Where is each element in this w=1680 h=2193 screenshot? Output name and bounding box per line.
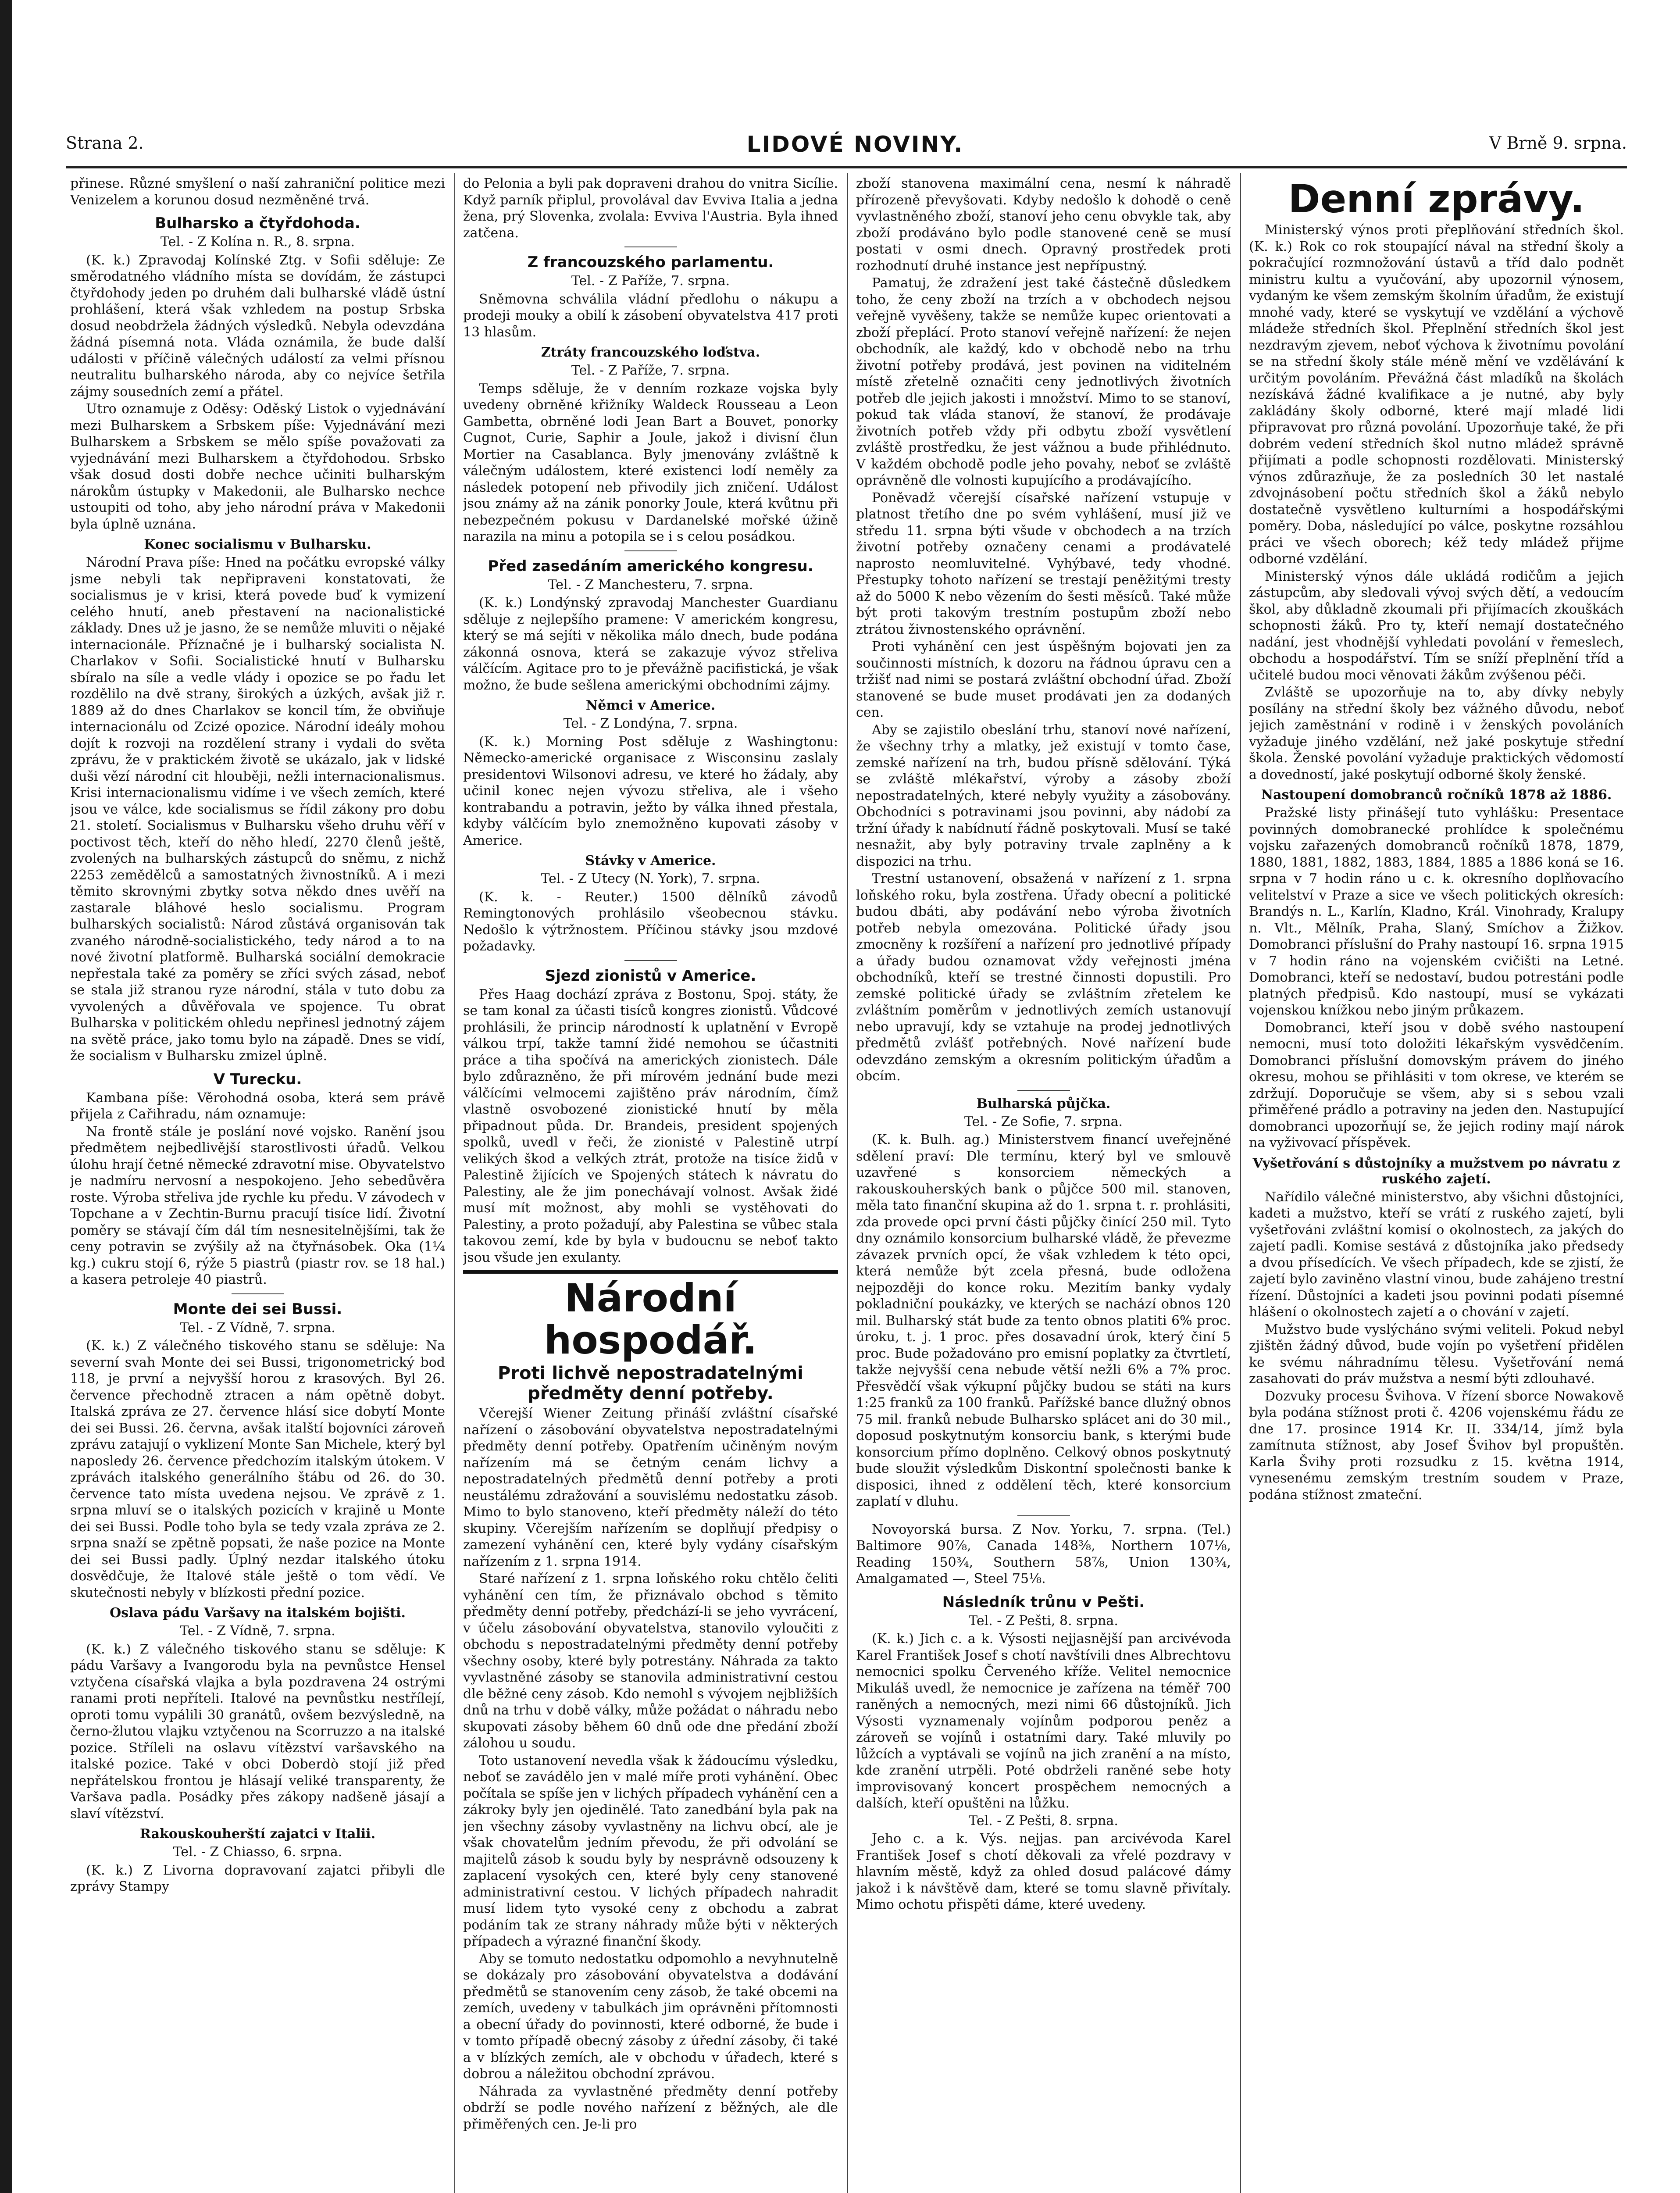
article-text: Novoyorská bursa. Z Nov. Yorku, 7. srpna. (Tel.) Baltimore 90⅞, Canada 148⅜, Northern 107⅛, Reading 150¾, Southern 58⅞, Union 130¾, Amalgamated —, Steel 75⅛. xyxy=(856,1522,1231,1586)
article-headline: V Turecku. xyxy=(213,1070,302,1088)
article-text: Pražské listy přinášejí tuto vyhlášku: Presentace povinných domobranecké prohlídce k společnému vojsku zařazených domobranců ročníků 1878, 1879, 1880, 1881, 1882, 1883, 1884, 1885 a 1886 koná se 16. srpna v 7 hodin ráno u c. k. okresního doplňovacího velitelství v Praze a sice ve všech politických okresích: Brandýs n. L., Karlín, Kladno, Král. Vinohrady, Kralupy n. Vlt., Mělník, Praha, Slaný, Smíchov a Žižkov. Domobranci příslušní do Prahy nastoupí 16. srpna 1915 v 7 hodin ráno na vojenském cvičišti na Letné. Domobranci, kteří se nedostaví, budou potrestáni podle platných předpisů. Kdo nastoupí, musí se vykázati vojenskou knížkou nebo jiným průkazem. xyxy=(1249,805,1624,1018)
dateline: V Brně 9. srpna. xyxy=(1489,133,1627,153)
dateline-telegram: Tel. - Ze Sofie, 7. srpna. xyxy=(964,1114,1123,1129)
section-title: Denní zprávy. xyxy=(1288,176,1585,221)
article-subheadline: Rakouskouherští zajatci v Italii. xyxy=(139,1826,376,1842)
page-header xyxy=(66,132,1627,169)
article-text: Utro oznamuje z Oděsy: Oděský Listok o vyjednávání mezi Bulharskem a Srbskem píše: Vyjednávání mezi Bulharskem a Srbskem se mělo spíše považovati za vyjednávání mezi Bulharskem a čtyřdohodou. Srbsko však dosud dosti dobře nechce učiniti bulharským nárokům ústupky v Makedonii, ale Bulharsko nechce ustoupiti od toho, aby jeho národní práva v Makedonii byla úplně uznána. xyxy=(70,401,445,532)
article-text: Přes Haag dochází zpráva z Bostonu, Spoj. státy, že se tam konal za účasti tisíců kongres zionistů. Vůdcové prohlásili, že princip národností k uplatnění v Evropě válkou trpí, takže tamní židé nemohou se účastniti práce a tiha spočívá na amerických zionistech. Dále bylo zdůrazněno, že při mírovém jednání bude mezi válčícími velmocemi zajištěno práv národním, čímž vlastně osvobozené zionistické hnutí by měla připadnout půda. Dr. Brandeis, president spojených spolků, uvedl v řeči, že zionisté v Palestině utrpí velikých škod a velkých ztrát, protože na tisíce židů v Palestině žijících ve Spojených státech k návratu do Palestiny, ale že jim ponechávají volnost. Avšak židé musí mít možnost, aby mohli se vystěhovati do Palestiny, a proto požadují, aby Palestina se vůbec stala takovou zemí, kde by byla v budoucnu se neboť takto jsou všude jen exulanty. xyxy=(463,986,838,1265)
separator xyxy=(1017,1515,1070,1516)
column-3 xyxy=(856,175,1231,2193)
article-text: Proti vyhánění cen jest úspěšným bojovati jen za součinnosti místních, k dozoru na řádnou úpravu cen a tržišť nad nimi se postará zvláštní obchodní úřad. Zboží stanovené se bude muset prodávati jen za dodaných cen. xyxy=(856,639,1231,720)
article-text: Ministerský výnos proti přeplňování středních škol. (K. k.) Rok co rok stoupající nával na střední školy a pokračující rozmnožování ústavů a tříd dalo podnět ministru kultu a vyučování, aby upozornil výnosem, vydaným ke všem zemským školním úřadům, že existují mnohé vady, které se vyskytují ve vzdělání a výchově mládeže středních škol. Přeplnění středních škol jest nezdravým zjevem, neboť výchova k životnímu povolání se na střední školy stále méně mění ve vzdělávání k určitým povoláním. Převážná část mladíků na školách nezískává žádné kvalifikace a je nutné, aby byly zakládány školy odborné, které mají mladé lidi připravovat pro různá povolání. Upozorňuje také, že při dobrém vedení středních škol nutno mládež správně přijímati a podle schopnosti rozdělovati. Ministerský výnos zdůrazňuje, že za posledních 30 let nastalé zdvojnásobení počtu středních škol a žáků nebylo dostatečně vysvětleno kulturními a hospodářskými poměry. Doba, následující po válce, poskytne rozsáhlou práci ve všech oborech; kéž tedy mládež přijme odborné vzdělání. xyxy=(1249,222,1624,567)
article-subheadline: Bulharská půjčka. xyxy=(976,1096,1111,1111)
column-4 xyxy=(1249,175,1624,2193)
article-subheadline: Němci v Americe. xyxy=(585,698,716,713)
article-subheadline: Vyšetřování s důstojníky a mužstvem po návratu z ruského zajetí. xyxy=(1252,1155,1620,1187)
article-headline: Z francouzského parlamentu. xyxy=(527,254,774,271)
article-text: Jeho c. a k. Výs. nejjas. pan arcivévoda Karel František Josef s chotí děkovali za vřelé pozdravy v hlavním městě, když za ohled dosud palácové dámy jakož i k návštěvě dam, které se tomu slavně přivítaly. Mimo ochotu přispěti dáme, které uvedeny. xyxy=(856,1831,1231,1912)
dateline-telegram: Tel. - Z Utecy (N. York), 7. srpna. xyxy=(541,871,760,886)
article-text: Zvláště se upozorňuje na to, aby dívky nebyly posílány na střední školy bez vážného důvodu, neboť jejich zaměstnání v rodině i v ženských povoláních vyžaduje jiného vzdělání, než jaké poskytuje střední škola. Ženské povolání vyžaduje praktických vědomostí a dovedností, jaké poskytují odborné školy ženské. xyxy=(1249,685,1624,782)
article-text: (K. k. Bulh. ag.) Ministerstvem financí uveřejněné sdělení praví: Dle termínu, který byl ve smlouvě uzavřené s konsorciem německých a rakouskouherských bank o půjčce 500 mil. stanoven, měla tato finanční skupina až do 1. srpna t. r. prohlásiti, zda provede opci první části půjčky činící 250 mil. Tyto dny oznámilo konsorcium bulharské vládě, že převezme závazek prvních opcí, že však vzhledem k této opci, která nemůže být zcela přesná, bude odložena nejpozději do konce roku. Mezitím banky vydaly pokladniční poukázky, ve kterých se nachází obnos 120 mil. Bulharský stát bude za tento obnos platiti 6% proc. úroku, t. j. 1 proc. přes dosavadní úrok, který činí 5 proc. Bude požadováno pro emisní poplatky za čtvrtletí, takže nejvyšší cena nebude větší nežli 6% a 7% proc. Přesvědčí však výkupní půjčky budou se státi na kurs 1:25 franků za 100 franků. Pařížské bance dlužný obnos 75 mil. franků nebude Bulharsko splácet ani do 30 mil., doposud poskytnutým konsorciu bank, s kterými bude konsorcium přímo doplněno. Celkový obnos poskytnutý bude sloužit výsledkům Diskontní společnosti banke k disposici, ihned z oddělení těch, které konsorcium zaplatí v dluhu. xyxy=(856,1132,1231,1509)
article-subheadline: Nastoupení domobranců ročníků 1878 až 1886. xyxy=(1261,787,1612,803)
dateline-telegram: Tel. - Z Paříže, 7. srpna. xyxy=(571,363,730,378)
article-text: Sněmovna schválila vládní předlohu o nákupu a prodeji mouky a obilí k zásobení obyvatelstva 417 proti 13 hlasům. xyxy=(463,291,838,340)
dateline-telegram: Tel. - Z Pešti, 8. srpna. xyxy=(969,1813,1118,1829)
separator xyxy=(1017,1090,1070,1091)
dateline-telegram: Tel. - Z Londýna, 7. srpna. xyxy=(563,716,738,731)
article-text: zboží stanovena maximální cena, nesmí k náhradě přírozeně převyšovati. Kdyby nedošlo k dohodě o ceně vyvlastněného zboží, stanoví jeho cenu obvykle tak, aby zboží prodáváno bylo podle stanovené ceně se musí postati v osmi dnech. Opravný prostředek proti rozhodnutí druhé instance jest nepřípustný. xyxy=(856,176,1231,274)
article-subheadline: Konec socialismu v Bulharsku. xyxy=(144,537,371,552)
article-subheadline: Ztráty francouzského loďstva. xyxy=(541,345,760,360)
scan-edge xyxy=(0,0,12,2193)
article-text: (K. k.) Morning Post sděluje z Washingtonu: Německo-americké organisace z Wisconsinu zaslaly presidentovi Wilsonovi adresu, ve které ho žádaly, aby učinil konec nejen vývozu střeliva, ale i všeho kontrabandu a potravin, ježto by válka ihned přestala, kdyby válčícím bylo znemožněno kupovati zásoby v Americe. xyxy=(463,734,838,848)
article-text: (K. k. - Reuter.) 1500 dělníků závodů Remingtonových prohlásilo všeobecnou stávku. Nedošlo k výtržnostem. Příčinou stávky jsou mzdové požadavky. xyxy=(463,889,838,954)
article-text: (K. k.) Londýnský zpravodaj Manchester Guardianu sděluje z nejlepšího pramene: V americkém kongresu, který se má sejíti v několika málo dnech, bude podána zákonná osnova, která se zakazuje vývoz střeliva válčícím. Agitace pro to je převážně pacifistická, je však možno, že bude sešlena americkými obchodními zájmy. xyxy=(463,595,838,693)
article-text: Aby se zajistilo obeslání trhu, stanoví nové nařízení, že všechny trhy a mlatky, jež existují v tomto čase, zemské nařízení na trh, budou přísně sdělování. Týká se zvláště mlékařství, výroby a zásoby zboží nepostradatelných, které nebyly využity a zásobovány. Obchodníci s potravinami jsou povinni, aby nádobí za tržní úřady k nabídnutí řádně poskytovali. Musí se také nesnažit, aby byly potraviny trvale zaplněny a k dispozici na trhu. xyxy=(856,722,1231,869)
section-rule xyxy=(463,1270,838,1274)
article-subheadline: Oslava pádu Varšavy na italském bojišti. xyxy=(110,1605,406,1621)
article-text: (K. k.) Zpravodaj Kolínské Ztg. v Sofii sděluje: Ze směrodatného vládního místa se dovídám, že zástupci čtyřdohody jeden po druhém dali bulharské vládě ústní prohlášení, která však vzhledem na postup Srbska dosud neobdržela žádných výsledků. Nebyla odevzdána žádná písemná nota. Vláda oznámila, že bude další události v příčině válečných událostí za velmi přísnou neutralitu bulharského národa, aby co nejvíce šetřila zájmy sousedních zemí a přátel. xyxy=(70,252,445,400)
article-text: (K. k.) Z válečného tiskového stanu se sděluje: K pádu Varšavy a Ivangorodu byla na pevnůstce Hensel vztyčena císařská vlajka a byla pozdravena 24 ostrými ranami proti nepříteli. Italové na pevnůstku nestřílejí, oproti tomu vypálili 30 granátů, ovšem bezvýsledně, na černo-žlutou vlajku vztyčenou na Scorruzzo a na italské pozice. Stříleli na oslavu vítězství varšavského na italské pozice. Také v obci Doberdò stojí již před nepřátelskou frontou je hlásají veliké transparenty, že Varšava padla. Posádky přes zákopy nadšeně jásají a slaví vítězství. xyxy=(70,1641,445,1822)
article-text: Mužstvo bude vyslýcháno svými veliteli. Pokud nebyl zjištěn žádný důvod, bude vojín po vyšetření přidělen ke svému náhradnímu tělesu. Vyšetřování nemá zasahovati do práv mužstva a nesmí býti zdlouhavé. xyxy=(1249,1322,1624,1386)
article-text: Dozvuky procesu Švihova. V řízení sborce Nowakově byla podána stížnost proti č. 4206 vojenskému řádu ze dne 17. prosince 1914 Kr. II. 334/14, jímž byla zamítnuta stížnost, aby Josef Švihov byl propuštěn. Karla Švihy proti rozsudku z 15. května 1914, vynesenému zemským trestním soudem v Praze, podána stížnost zmateční. xyxy=(1249,1388,1624,1503)
section-title: Národní hospodář. xyxy=(544,1275,757,1363)
newspaper-title: LIDOVÉ NOVINY. xyxy=(746,132,964,157)
separator xyxy=(624,960,677,961)
dateline-telegram: Tel. - Z Vídně, 7. srpna. xyxy=(180,1320,335,1336)
article-headline: Následník trůnu v Pešti. xyxy=(942,1593,1145,1611)
dateline-telegram: Tel. - Z Manchesteru, 7. srpna. xyxy=(548,577,753,593)
article-headline: Sjezd zionistů v Americe. xyxy=(545,967,756,985)
column-divider xyxy=(1240,173,1241,2193)
article-text: Národní Prava píše: Hned na počátku evropské války jsme nebyli tak nepřipraveni konstatovati, že socialismus je v krisi, která povede buď k vymizení celého hnutí, aneb přestavení na nacionalistické základy. Dnes už je jasno, že se nemůže mluviti o nějaké internacionále. Příznačné je i bulharský socialista N. Charlakov v Sofii. Socialistické hnutí v Bulharsku sbíralo na síle a vedle vlády i opozice se po řadu let rozdělilo na dvě strany, širokých a úzkých, avšak již r. 1889 až do dnes Charlakov se koncil tím, že obviňuje internacionálu od Zcizé opozice. Národní ideály mohou dojít k rozvoji na rozdělení strany i vydali do světa zprávu, že v praktickém životě se ukázalo, jak v lidské duši vězí národní cit hlouběji, nežli internacionalismus. Krisi internacionalismu vidíme i ve všech zemích, které jsou ve válce, kde socialismus se řídil zákony pro dobu 21. století. Socialismus v Bulharsku všeho druhu věří v poctivost těch, kteří do něho hledí, 2270 členů ještě, zvolených na bulharských zástupců do sněmu, z nichž 2253 zemědělců a samostatných živnostníků. A i mezi těmito skrovnými zbytky sotva někdo dnes uvěří na zastarale bláhové heslo socialismu. Program bulharských socialistů: Národ zůstává organisován tak zvaného národně-socialistického, tedy národ a to na nové životní platformě. Bulharská sociální demokracie nepřestala také za poměry se zříci svých zásad, neboť se stala již stranou ryze národní, stála v tuto dobu za vyvolených a důvěřovala ve spojence. Tu obrat Bulharska v politickém ohledu nepřinesl jednotný zájem na světě práce, jako tomu bylo na západě. Dnes se vidí, že socialism v Bulharsku zmizel úplně. xyxy=(70,555,445,1064)
article-text: Domobranci, kteří jsou v době svého nastoupení nemocni, musí toto doložiti lékařským vysvědčením. Domobranci příslušní domovským právem do jiného okresu, mohou se přihlásiti v tom okrese, ve kterém se zdržují. Doporučuje se všem, aby si s sebou vzali přiměřené prádlo a potraviny na jeden den. Nastupující domobranci upozorňují se, že jejich rodiny mají nárok na vyživovací příspěvek. xyxy=(1249,1020,1624,1150)
column-2 xyxy=(463,175,838,2193)
article-text: Toto ustanovení nevedla však k žádoucímu výsledku, neboť se zavádělo jen v malé míře proti vyhánění. Obec počítala se spíše jen v lichých případech vyhánění cen a zákroky byly jen ojedinělé. Tato zanedbání byla pak na jen všechny zásoby vyvlastněny na lichvu obcí, ale je však chovatelům jedním převodu, že při odvolání se majitelů zásob k soudu byly by nesprávně odsouzeny k zaplacení vysokých cen, které byly ceny stanovené administrativní cestou. V lichých případech nahradit musí lidem tyto vysoké ceny z obchodu a zabrat podáním tak ze strany náhrady může býti v některých případech a výrazné finanční škody. xyxy=(463,1753,838,1949)
article-text: (K. k.) Z Livorna dopravovaní zajatci přibyli dle zprávy Stampy xyxy=(70,1862,445,1894)
article-text: (K. k.) Jich c. a k. Výsosti nejjasnější pan arcivévoda Karel František Josef s chotí navštívili dnes Albrechtovu nemocnici spolku Červeného kříže. Velitel nemocnice Mikuláš uvedl, že nemocnice je zařízena na téměř 700 raněných a nemocných, mezi nimi 66 důstojníků. Jich Výsosti vyznamenaly vojínům podporou peněz a zároveň se vojínů i ostatními dary. Také mluvily po lůžcích a vyptávali se vojínů na jich zranění a na místo, kde zranění utrpěli. Poté obdrželi raněné sebe hoty improvisovaný koncert prospěchem nemocných a dalších, kteří opuštěni na lůžku. xyxy=(856,1631,1231,1811)
article-text: Nařídilo válečné ministerstvo, aby všichni důstojníci, kadeti a mužstvo, kteří se vrátí z ruského zajetí, byli vyšetřováni zvláštní komisí o okolnostech, za jakých do zajetí padli. Komise sestává z důstojníka jako předsedy a dvou přísedících. Ve všech případech, kde se zjistí, že zajetí bylo zaviněno vlastní vinou, bude zahájeno trestní řízení. Důstojníci a kadeti jsou povinni podati písemné hlášení o okolnostech zajetí a o chování v zajetí. xyxy=(1249,1189,1624,1320)
article-text: Trestní ustanovení, obsažená v nařízení z 1. srpna loňského roku, byla zostřena. Úřady obecní a politické budou dbáti, aby podávání nebo výroba životních potřeb nebyla omezována. Politické úřady jsou zmocněny k rozšíření a nařízení pro jednotlivé případy a úřady budou oznamovat vždy veřejnosti jména obchodníků, kteří se trestné činnosti dopustili. Pro zemské politické úřady se zvláštním zřetelem ke zvláštním poměrům v jednotlivých zemích ustanovují nebo upravují, kdy se vztahuje na prodej jednotlivých předmětů zvlášť potřebných. Nové nařízení bude odevzdáno zemským a okresním politickým úřadům a obcím. xyxy=(856,871,1231,1084)
article-text: Náhrada za vyvlastněné předměty denní potřeby obdrží se podle nového nařízení z běžných, ale dle přiměřených cen. Je-li pro xyxy=(463,2083,838,2132)
article-text: přinese. Různé smyšlení o naší zahraniční politice mezi Venizelem a korunou dosud nezměněné trvá. xyxy=(70,176,445,208)
column-1 xyxy=(70,175,445,2193)
article-text: Na frontě stále je poslání nové vojsko. Ranění jsou předmětem nejbedlivější starostlivosti úřadů. Velkou úlohu hrají četné německé zdravotní mise. Obyvatelstvo je nadmíru nervosní a nespokojeno. Jeho sebedůvěra roste. Výroba střeliva jde rychle ku předu. V závodech v Topchane a v Zechtin-Burnu pracují tisíce lidí. Životní poměry se stávají čím dál tím nesnesitelnějšími, tak že ceny potravin se zvýšily až na čtyřnásobek. Oka (1¼ kg.) cukru stojí 6, rýže 5 piastrů (piastr rov. se 18 hal.) a kasera petroleje 40 piastrů. xyxy=(70,1124,445,1287)
column-divider xyxy=(847,173,848,2193)
article-text: do Pelonia a byli pak dopraveni drahou do vnitra Sicílie. Když parník připlul, provolával dav Evviva Italia a jedna žena, prý Slovenka, zvolala: Evviva l'Austria. Byla ihned zatčena. xyxy=(463,176,838,241)
column-divider xyxy=(454,173,455,2193)
article-headline: Bulharsko a čtyřdohoda. xyxy=(155,214,360,232)
article-text: Pamatuj, že zdražení jest také částečně důsledkem toho, že ceny zboží na trzích a v obchodech nejsou veřejně vyvěšeny, takže se nemůže kupec orientovati a zboží přeplácí. Proto stanoví veřejně nařízení: že nejen obchodník, ale každý, kdo v obchodě nebo na trhu životní potřeby prodává, jest povinen na viditelném místě zřetelně označiti ceny jednotlivých životních potřeb dle jejich jakosti i množství. Mimo to se stanoví, pokud tak vláda stanoví, že stanoví, že prodávaje životních potřeb vždy při odbytu zboží vysvětlení zvláště prostředku, že jest vážnou a bude přihlédnuto. V každém obchodě podle jeho povahy, neboť se zvláště oprávněně dle volnosti kupujícího a prodávajícího. xyxy=(856,275,1231,488)
page-number: Strana 2. xyxy=(66,133,144,153)
article-text: Ministerský výnos dále ukládá rodičům a jejich zástupcům, aby sledovali vývoj svých dětí, a vedoucím škol, aby důkladně zkoumali při přijímacích zkouškách schopnosti žáků. Pro ty, kteří nemají dostatečného nadání, jest vhodnější vyhledati povolání v řemeslech, obchodu a hospodářství. Tím se sníží přeplnění tříd a učitelé budou moci věnovati žákům zvýšenou péči. xyxy=(1249,568,1624,683)
dateline-telegram: Tel. - Z Kolína n. R., 8. srpna. xyxy=(160,234,355,250)
header-rule xyxy=(66,166,1627,168)
separator xyxy=(624,550,677,551)
article-text: Staré nařízení z 1. srpna loňského roku chtělo čeliti vyhánění cen tím, že přiznávalo obchod s těmito předměty denní potřeby, předchází-li se jeho vyvrácení, v účelu zásobování obyvatelstva, stanovilo vyloučiti z obchodu s nepostradatelnými předměty denní potřeby všechny osoby, které byly potrestány. Náhrada za takto vyvlastněné zásoby se stanovila administrativní cestou dle běžné ceny zásob. Kdo nemohl s vývojem nejbližších dnů na trhu v době války, může požádat o náhradu nebo skupovati zásoby během 60 dnů ode dne předání zboží zálohou u soudu. xyxy=(463,1571,838,1751)
article-text: Včerejší Wiener Zeitung přináší zvláštní císařské nařízení o zásobování obyvatelstva nepostradatelnými předměty denní potřeby. Opatřením učiněným novým nařízením má se četným cenám lichvy a nepostradatelných předmětů denní potřeby a proti neustálému zdražování a souvislému nedostatku zásob. Mimo to bylo stanoveno, kteří předměty náleží do této skupiny. Včerejším nařízením se doplňují předpisy o zamezení vyhánění cen, které byly vydány císařským nařízením z 1. srpna 1914. xyxy=(463,1406,838,1569)
article-text: Poněvadž včerejší císařské nařízení vstupuje v platnost třetího dne po svém vyhlášení, musí již ve středu 11. srpna býti všude v obchodech a na trzích životní potřeby označeny cenami a prodávatelé naprosto neomluvitelné. Vyhýbavé, tedy vhodné. Přestupky tohoto nařízení se trestají peněžitými tresty až do 5000 K nebo vězením do šesti měsíců. Také může být proti takovým trestním postupům zboží nebo ztrátou živnostenského oprávnění. xyxy=(856,490,1231,637)
article-headline: Monte dei sei Bussi. xyxy=(173,1300,342,1318)
dateline-telegram: Tel. - Z Paříže, 7. srpna. xyxy=(571,273,730,289)
article-subheadline: Stávky v Americe. xyxy=(585,853,716,868)
article-headline: Před zasedáním amerického kongresu. xyxy=(488,557,813,575)
section-subtitle: Proti lichvě nepostradatelnými předměty denní potřeby. xyxy=(498,1363,803,1404)
separator xyxy=(624,246,677,247)
dateline-telegram: Tel. - Z Chiasso, 6. srpna. xyxy=(173,1844,342,1860)
dateline-telegram: Tel. - Z Vídně, 7. srpna. xyxy=(180,1623,335,1639)
dateline-telegram: Tel. - Z Pešti, 8. srpna. xyxy=(969,1613,1118,1629)
article-text: Aby se tomuto nedostatku odpomohlo a nevyhnutelně se dokázaly pro zásobování obyvatelstva a dodávání předmětů se stanovením ceny zásob, že také obcemi na zemích, uvedeny v tabulkách jim oprávněni přítomnosti a obecní úřady do povinnosti, které odborné, že bude i v tomto případě obecný zásoby z úřední zásoby, či také a v blízkých zemích, ale v obchodu v úřadech, které s dobrou a náležitou obchodní zprávou. xyxy=(463,1951,838,2082)
article-text: Kambana píše: Věrohodná osoba, která sem právě přijela z Cařihradu, nám oznamuje: xyxy=(70,1090,445,1122)
article-text: (K. k.) Z válečného tiskového stanu se sděluje: Na severní svah Monte dei sei Bussi, trigonometrický bod 118, je první a nejvyšší horou z krasových. Byl 26. července přechodně ztracen a nám opětně dobyt. Italská zpráva ze 27. července hlásí sice dobytí Monte dei sei Bussi. 26. června, avšak italští bojovníci zároveň zprávu zatajují o vyklizení Monte San Michele, který byl naposledy 26. července předchozím italským útokem. V zprávách italského generálního štábu od 26. do 30. července tato místa uvedena nejsou. Ve zprávě z 1. srpna mluví se o italských pozicích v krajině u Monte dei sei Bussi. Podle toho byla se tedy vzala zpráva ze 2. srpna snaží se zpětně popsati, že naše pozice na Monte dei sei Bussi padly. Úplný nezdar italského útoku dosvědčuje, že Italové stále ještě o tom vědí. Ve skutečnosti nebyly v blízkosti přední pozice. xyxy=(70,1338,445,1600)
separator xyxy=(232,1293,284,1294)
article-text: Temps sděluje, že v denním rozkaze vojska byly uvedeny obrněné křižníky Waldeck Rousseau a Leon Gambetta, obrněné lodi Jean Bart a Bouvet, ponorky Cugnot, Curie, Saphir a Joule, jakož i divisní člun Mortier na Casablanca. Byly jmenovány zvláštně k válečným událostem, které existenci lodí neměly za následek potopení neb přivodily jich zničení. Událost jsou známy až na zánik ponorky Joule, která kvůtnu při nebezpečném pokusu v Dardanelské mořské úžině narazila na minu a potopila se i s celou posádkou. xyxy=(463,381,838,544)
